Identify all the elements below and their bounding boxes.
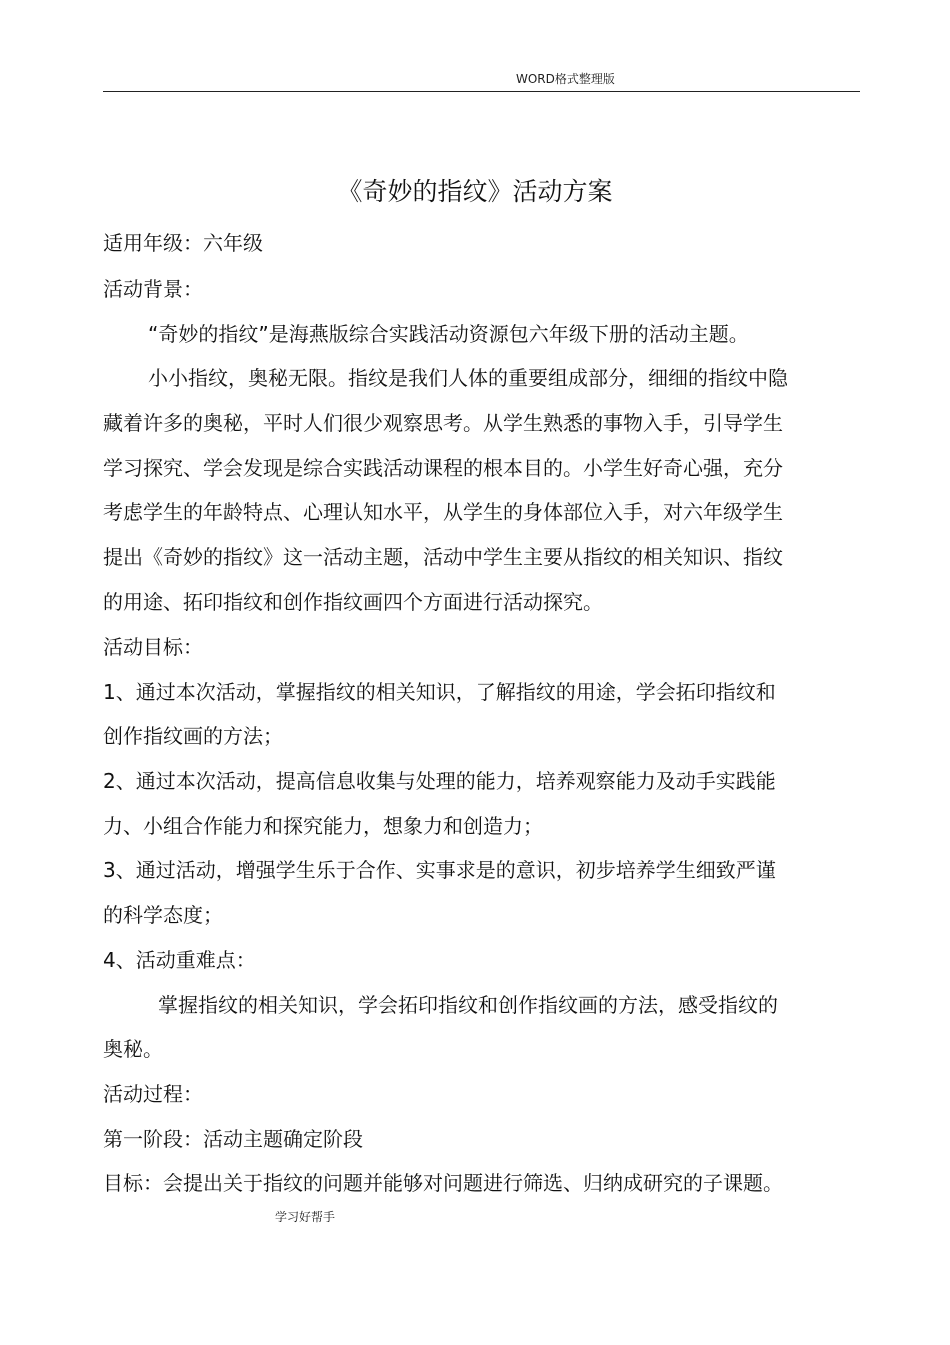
text-line: 学习探究、学会发现是综合实践活动课程的根本目的。小学生好奇心强，充分 [103, 456, 783, 480]
document-title: 《奇妙的指纹》活动方案 [337, 177, 613, 206]
text-line: 藏着许多的奥秘，平时人们很少观察思考。从学生熟悉的事物入手，引导学生 [103, 411, 783, 435]
text-line: 活动目标： [103, 635, 203, 659]
page-footer: 学习好帮手 [275, 1210, 336, 1224]
text-line: 3、通过活动，增强学生乐于合作、实事求是的意识，初步培养学生细致严谨 [103, 858, 776, 882]
text-line: 活动背景： [103, 277, 203, 301]
header-rule [103, 91, 860, 92]
text-line: 第一阶段：活动主题确定阶段 [103, 1127, 363, 1151]
text-line: 创作指纹画的方法； [103, 724, 283, 748]
text-line: 力、小组合作能力和探究能力，想象力和创造力； [103, 814, 543, 838]
text-line: 考虑学生的年龄特点、心理认知水平，从学生的身体部位入手，对六年级学生 [103, 500, 783, 524]
text-line: “奇妙的指纹”是海燕版综合实践活动资源包六年级下册的活动主题。 [148, 322, 749, 346]
text-line: 1、通过本次活动，掌握指纹的相关知识，了解指纹的用途，学会拓印指纹和 [103, 680, 776, 704]
text-line: 目标：会提出关于指纹的问题并能够对问题进行筛选、归纳成研究的子课题。 [103, 1171, 783, 1195]
text-line: 掌握指纹的相关知识，学会拓印指纹和创作指纹画的方法，感受指纹的 [158, 993, 778, 1017]
text-line: 奥秘。 [103, 1037, 163, 1061]
text-line: 适用年级：六年级 [103, 231, 263, 255]
text-line: 4、活动重难点： [103, 948, 256, 972]
text-line: 2、通过本次活动，提高信息收集与处理的能力，培养观察能力及动手实践能 [103, 769, 776, 793]
text-line: 的科学态度； [103, 903, 223, 927]
text-line: 活动过程： [103, 1082, 203, 1106]
text-line: 提出《奇妙的指纹》这一活动主题，活动中学生主要从指纹的相关知识、指纹 [103, 545, 783, 569]
text-line: 的用途、拓印指纹和创作指纹画四个方面进行活动探究。 [103, 590, 603, 614]
text-line: 小小指纹，奥秘无限。指纹是我们人体的重要组成部分，细细的指纹中隐 [148, 366, 788, 390]
page-header: WORD格式整理版 [516, 72, 615, 86]
